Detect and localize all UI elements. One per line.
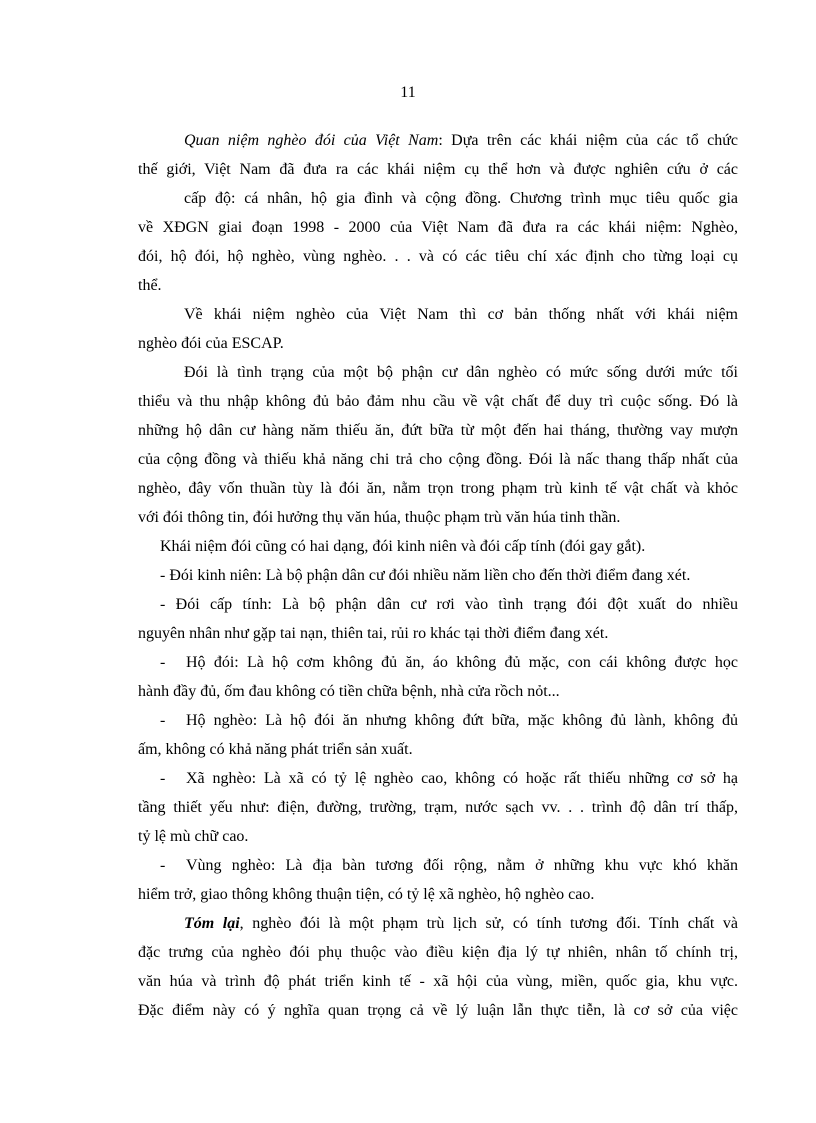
paragraph-2-line-2: nghèo đói của ESCAP. — [138, 335, 284, 352]
paragraph-1-line-5: đói, hộ đói, hộ nghèo, vùng nghèo. . . và có các tiêu chí xác định cho từng loại cụ — [138, 248, 738, 265]
page-number: 11 — [400, 84, 416, 101]
paragraph-1-line-3: cấp độ: cá nhân, hộ gia đình và cộng đồng. Chương trình mục tiêu quốc gia — [184, 190, 738, 207]
paragraph-3-line-3: những hộ dân cư hàng năm thiếu ăn, đứt bữa từ một đến hai tháng, thường vay mượn — [138, 422, 738, 439]
bullet-3-marker: - — [160, 770, 166, 787]
bullet-4-line-2: hiểm trở, giao thông không thuận tiện, có tỷ lệ xã nghèo, hộ nghèo cao. — [138, 886, 595, 903]
paragraph-3-line-4: của cộng đồng và thiếu khả năng chi trả cho cộng đồng. Đói là nấc thang thấp nhất của — [138, 451, 738, 468]
bullet-4-line-1: Vùng nghèo: Là địa bàn tương đối rộng, nằm ở những khu vực khó khăn — [186, 857, 738, 874]
paragraph-1-line-1: Quan niệm nghèo đói của Việt Nam: Dựa trên các khái niệm của các tổ chức — [184, 132, 739, 149]
paragraph-3-line-6: với đói thông tin, đói hưởng thụ văn húa, thuộc phạm trù văn húa tinh thần. — [138, 509, 621, 526]
bullet-4-marker: - — [160, 857, 166, 874]
paragraph-3-line-5: nghèo, đây vốn thuần tùy là đói ăn, nằm trọn trong phạm trù kinh tế vật chất và khỏc — [138, 480, 738, 497]
paragraph-4-line-2: - Đói kinh niên: Là bộ phận dân cư đói nhiều năm liền cho đến thời điểm đang xét. — [160, 567, 691, 584]
bullet-2-line-1: Hộ nghèo: Là hộ đói ăn nhưng không đứt bữa, mặc không đủ lành, không đủ — [186, 712, 738, 729]
paragraph-1-line-6: thể. — [138, 277, 162, 294]
bullet-1-line-2: hành đầy đủ, ốm đau không có tiền chữa bệnh, nhà cửa rồch nỏt... — [138, 683, 560, 700]
bullet-1-line-1: Hộ đói: Là hộ cơm không đủ ăn, áo không đủ mặc, con cái không được học — [186, 654, 738, 671]
paragraph-2-line-1: Về khái niệm nghèo của Việt Nam thì cơ bản thống nhất với khái niệm — [184, 306, 738, 323]
italic-lead: Quan niệm nghèo đói của Việt Nam — [184, 132, 439, 149]
conclusion-line-1: Tóm lại, nghèo đói là một phạm trù lịch sử, có tính tương đối. Tính chất và — [184, 915, 738, 932]
paragraph-3-line-2: thiểu và thu nhập không đủ bảo đảm nhu cầu về vật chất để duy trì cuộc sống. Đó là — [138, 393, 738, 410]
bullet-2-marker: - — [160, 712, 166, 729]
bold-italic-lead: Tóm lại — [184, 915, 240, 932]
bullet-1-marker: - — [160, 654, 166, 671]
paragraph-1-line-4: về XĐGN giai đoạn 1998 - 2000 của Việt Nam đã đưa ra các khái niệm: Nghèo, — [138, 219, 738, 236]
paragraph-4-line-1: Khái niệm đói cũng có hai dạng, đói kinh niên và đói cấp tính (đói gay gắt). — [160, 538, 646, 555]
bullet-3-line-1: Xã nghèo: Là xã có tỷ lệ nghèo cao, không có hoặc rất thiếu những cơ sở hạ — [186, 770, 738, 787]
conclusion-line-3: văn húa và trình độ phát triển kinh tế - xã hội của vùng, miền, quốc gia, khu vực. — [138, 973, 738, 990]
bullet-3-line-3: tỷ lệ mù chữ cao. — [138, 828, 249, 845]
conclusion-line-4: Đặc điểm này có ý nghĩa quan trọng cả về lý luận lẫn thực tiễn, là cơ sở của việc — [138, 1002, 738, 1019]
paragraph-4-line-4: nguyên nhân như gặp tai nạn, thiên tai, rủi ro khác tại thời điểm đang xét. — [138, 625, 609, 642]
conclusion-line-2: đặc trưng của nghèo đói phụ thuộc vào điều kiện địa lý tự nhiên, nhân tố chính trị, — [138, 944, 738, 961]
paragraph-4-line-3: - Đói cấp tính: Là bộ phận dân cư rơi vào tình trạng đói đột xuất do nhiều — [160, 596, 738, 613]
bullet-3-line-2: tầng thiết yếu như: điện, đường, trường, trạm, nước sạch vv. . . trình độ dân trí thấp, — [138, 799, 738, 816]
paragraph-3-line-1: Đói là tình trạng của một bộ phận cư dân nghèo có mức sống dưới mức tối — [184, 364, 738, 381]
bullet-2-line-2: ấm, không có khả năng phát triển sản xuất. — [138, 741, 413, 758]
paragraph-1-line-2: thế giới, Việt Nam đã đưa ra các khái niệm cụ thể hơn và được nghiên cứu ở các — [138, 161, 738, 178]
